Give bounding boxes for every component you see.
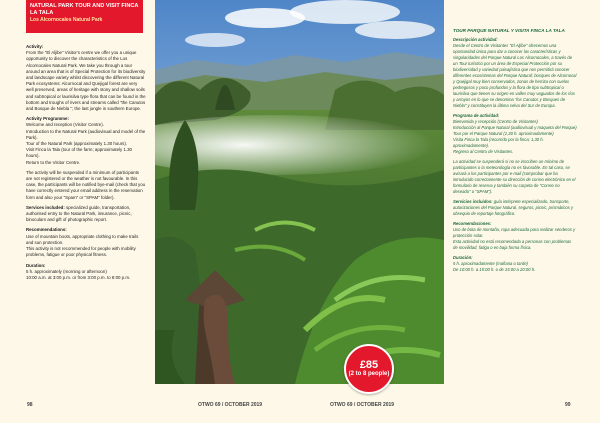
programme-section (26, 116, 146, 166)
programme-line: Tour of the Natural Park (approximately 1.30 hours). (26, 141, 128, 147)
suspension-text-es: La actividad se suspenderá si no se inscriben un mínimo de participantes o la meteorología no es favorable. En tal caso, se avisará a los participantes por e-mail (comprobar que ha introducido correctamente su dirección de correo electrónico en el formulario de reserva y también su carpeta de "Correo no deseado" o "SPAM"). (453, 159, 576, 194)
activity-text: From the "El Aljibe" Visitor's centre we offer you a unique opportunity to discover the characteristics of the Los Alcornocales Natural Park. We take you through a tour around an area that is of Special Protection for its biodiversity and landscape variety whilst discovering the different Natural Park ecosystems: Alcornocal and Quejigal forest are very well preserved, areas of heritage with stony and shallow soils and subtropical or laurisilva type flora that can be found in the bottom and troughs of rivers and streams called "the Canutos and Bosque de Niebla "; the last jungle in southern Europe. (26, 50, 146, 112)
services-text-es: guía intérprete especializado, transporte, autorizaciones del Parque Natural, seguros, picnic, prismáticos y obsequio de reportaje fotográfico. (453, 199, 574, 216)
recommendations-text-es: Uso de bota de montaña, ropa adecuada para realizar senderos y protección solar. (453, 227, 576, 238)
recommendations-heading-es: Recomendaciones: (453, 221, 492, 226)
duration-heading: Duration: (26, 262, 46, 268)
title-spanish: TOUR PARQUE NATURAL Y VISITA FINCA LA TALA (453, 28, 565, 33)
title-box (26, 0, 143, 33)
magazine-issue-left: OTWO 69 / OCTOBER 2019 (198, 402, 263, 408)
programme-section-es (453, 113, 577, 155)
activity-section (26, 44, 146, 112)
page-number-right: 99 (565, 402, 571, 408)
title-english: NATURAL PARK TOUR AND VISIT FINCA LA TALA (30, 3, 139, 16)
activity-heading: Activity: (26, 44, 44, 49)
duration-section (26, 263, 146, 282)
english-column (26, 44, 146, 285)
subtitle-english: Los Alcornocales Natural Park (30, 17, 103, 23)
price-amount: £85 (359, 359, 379, 371)
activity-text-es: Desde el Centro de Visitantes "El Aljibe" ofrecemos una oportunidad única para dar a conocer las características y singularidades del Parque Natural Los Alcornocales, a través de un Tour turístico por un área de Especial Protección por su biodiversidad y variedad paisajística que nos permitirá conocer diferentes ecosistemas del Parque Natural: bosques de Alcornocal y Quejigal muy bien conservados, zonas de herriza con suelos pedregosos y poco profundos y la flora de tipo subtropical o laurisilva que tienen su origen en valles muy vaguados de los ríos y arroyos en lo que se denomina "los Canutos y Bosques de Niebla" y constituyen la última selva del Sur de Europa. (453, 43, 577, 108)
services-section (26, 205, 146, 224)
landscape-illustration (155, 0, 444, 384)
activity-heading-es: Descripción actividad: (453, 37, 498, 42)
duration-line-es: De 10:00 h. a 15:00 h. o de 15:00 a 20:00 h. (453, 267, 536, 272)
suspension-text: The activity will be suspended if a minimum of participants are not registered or the weather is not favourable. In this case, the participants will be notified bye-mail (check that you have correctly entered your email address in the reservation form and also your "Spam" or "SPAM" folder). (26, 169, 146, 200)
price-badge (344, 344, 394, 394)
programme-heading-es: Programa de actividad: (453, 113, 500, 118)
programme-line-es: Introducción al Parque Natural (audiovisual y maqueta del Parque) (453, 125, 577, 130)
services-heading: Services included: (26, 204, 65, 210)
recommendations-section (26, 227, 146, 258)
programme-line-es: Regreso al Centro de Visitantes. (453, 149, 514, 154)
programme-line: Welcome and reception (Visitor Centre). (26, 122, 104, 128)
duration-line: 10:00 a.m. at 3:00 p.m. or from 3:00 p.m. to 8:00 p.m. (26, 274, 131, 280)
programme-line-es: Visita Finca la Tala (recorrido por la finca; 1,30 h. aproximadamente). (453, 137, 544, 148)
duration-line-es: 5 h. aproximadamente (mañana o tarde) (453, 261, 528, 266)
page-number-left: 98 (27, 402, 33, 408)
programme-line: Visit Finca la Tala (tour of the farm; approximately 1.30 hours). (26, 147, 132, 159)
programme-line: Return to the Visitor Centre. (26, 159, 81, 165)
programme-line: Introduction to the Natural Park (audiovisual and model of the Park). (26, 128, 146, 140)
recommendations-note: This activity is not recommended for people with mobility problems, fatigue or poor physical fitness. (26, 246, 136, 258)
services-heading-es: Servicios incluidos: (453, 199, 493, 204)
programme-heading: Activity Programme: (26, 116, 69, 122)
recommendations-section-es (453, 221, 577, 251)
duration-line: 5 h. approximately (morning or afternoon) (26, 268, 107, 274)
recommendations-heading: Recommendations: (26, 227, 67, 233)
programme-line-es: Bienvenida y recepción (Centro de Visitantes) (453, 119, 538, 124)
duration-section-es (453, 255, 577, 273)
spanish-column (453, 28, 577, 277)
programme-line-es: Tour por el Parque Natural (1,30 h. aproximadamente) (453, 131, 554, 136)
recommendations-text: Use of mountain boots, appropriate clothing to make trails and sun protection. (26, 233, 139, 245)
magazine-issue-right: OTWO 69 / OCTOBER 2019 (330, 402, 395, 408)
landscape-photo (155, 0, 444, 384)
services-section-es (453, 199, 577, 217)
recommendations-note-es: Esta actividad no está recomendada a personas con problemas de movilidad, fatiga o en baja forma física. (453, 239, 572, 250)
activity-section-es (453, 37, 577, 109)
duration-heading-es: Duración: (453, 255, 473, 260)
services-text: specialized guide, transportation, authorised entry to the Natural Park, insurance, picnic, binoculars and gift of photographic report. (26, 204, 132, 223)
price-note: (2 to 8 people) (348, 371, 390, 377)
